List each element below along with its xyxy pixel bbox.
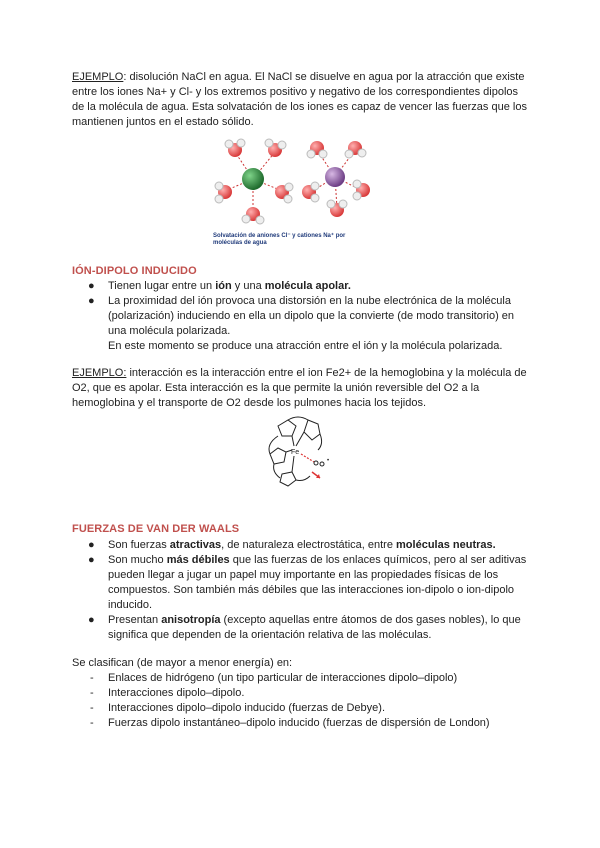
bold-term: anisotropía — [161, 614, 221, 626]
dash-icon: - — [90, 687, 94, 699]
list-item — [72, 538, 530, 553]
list-item — [72, 279, 530, 294]
ion-dipolo-list — [72, 279, 530, 354]
bold-term: molécula apolar. — [264, 280, 351, 292]
example-text: interacción es la interacción entre el ion Fe2+ de la hemoglobina y la molécula de O2, que es apolar. Esta interacción es la que permite la unión reversible del O2 a la hemoglobina y el transporte de O2 desde los pulmones hacia los tejidos. — [72, 367, 527, 409]
sodium-cluster — [302, 141, 370, 217]
list-item — [72, 613, 530, 643]
text: , de naturaleza electrostática, entre — [221, 539, 397, 551]
example-hemoglobin-paragraph — [72, 366, 532, 411]
bold-term: ión — [215, 280, 232, 292]
van-der-waals-list — [72, 538, 530, 643]
dash-icon: - — [90, 672, 94, 684]
bold-term: más débiles — [166, 554, 230, 566]
text: Fuerzas dipolo instantáneo–dipolo inducido (fuerzas de dispersión de London) — [108, 717, 490, 729]
text: Son fuerzas — [108, 539, 170, 551]
bullet-icon: ● — [88, 554, 95, 566]
classification-intro: Se clasifican (de mayor a menor energía) en: — [72, 657, 293, 669]
list-item — [72, 553, 530, 613]
svg-text:•: • — [327, 458, 330, 464]
bullet-icon: ● — [88, 539, 95, 551]
text: Presentan — [108, 614, 162, 626]
example-nacl-paragraph — [72, 70, 532, 130]
sodium-ion — [325, 167, 345, 187]
text: Interacciones dipolo–dipolo inducido (fuerzas de Debye). — [108, 702, 386, 714]
text: Interacciones dipolo–dipolo. — [108, 687, 245, 699]
bold-term: atractivas — [169, 539, 222, 551]
list-item — [72, 701, 530, 716]
heme-figure — [258, 414, 338, 494]
solvation-figure — [205, 132, 375, 250]
list-item — [72, 686, 530, 701]
text: La proximidad del ión provoca una distorsión en la nube electrónica de la molécula (polarización) induciendo en ella un dipolo que la convierte (de modo transitorio) en una molécula polarizada. — [108, 295, 515, 337]
text: (excepto aquellas entre átomos de dos gases nobles), lo que significa que dependen de la orientación relativa de las moléculas. — [108, 614, 521, 641]
example-text: : disolución NaCl en agua. El NaCl se disuelve en agua por la atracción que existe entre los iones Na+ y Cl- y los extremos positivo y negativo de los correspondientes dipolos de la molécula de agua. Esta solvatación de los iones es capaz de vencer las fuerzas que los mantienen juntos en el estado sólido. — [72, 71, 527, 128]
figure-caption: Solvatación de aniones Cl⁻ y cationes Na⁺ por moléculas de agua — [213, 233, 346, 246]
text: que las fuerzas de los enlaces químicos, pero al ser aditivas pueden llegar a jugar un papel muy importante en las propiedades físicas de los compuestos. Son también más débiles que las interacciones ion-dipolo o ion-dipolo inducido. — [108, 554, 527, 611]
list-item — [72, 716, 530, 731]
dash-icon: - — [90, 717, 94, 729]
text: En este momento se produce una atracción entre el ión y la molécula polarizada. — [108, 340, 503, 352]
svg-text:Fe: Fe — [291, 449, 300, 456]
text: Son mucho — [108, 554, 167, 566]
list-item — [72, 294, 530, 354]
classification-list — [72, 671, 530, 731]
list-item — [72, 671, 530, 686]
dash-icon: - — [90, 702, 94, 714]
solvation-illustration — [205, 132, 375, 228]
example-label: EJEMPLO: — [72, 367, 127, 379]
heme-structure-illustration — [258, 414, 338, 494]
bold-term: moléculas neutras. — [396, 539, 496, 551]
chloride-cluster — [215, 139, 293, 224]
text: y una — [231, 280, 265, 292]
section-title-ion-dipolo: IÓN-DIPOLO INDUCIDO — [72, 265, 197, 277]
text: Tienen lugar entre un — [108, 280, 216, 292]
text: Enlaces de hidrógeno (un tipo particular de interacciones dipolo–dipolo) — [108, 672, 458, 684]
example-label: EJEMPLO — [72, 71, 124, 83]
bullet-icon: ● — [88, 280, 95, 292]
chloride-ion — [242, 168, 264, 190]
bullet-icon: ● — [88, 614, 95, 626]
bullet-icon: ● — [88, 295, 95, 307]
section-title-van-der-waals: FUERZAS DE VAN DER WAALS — [72, 523, 240, 535]
